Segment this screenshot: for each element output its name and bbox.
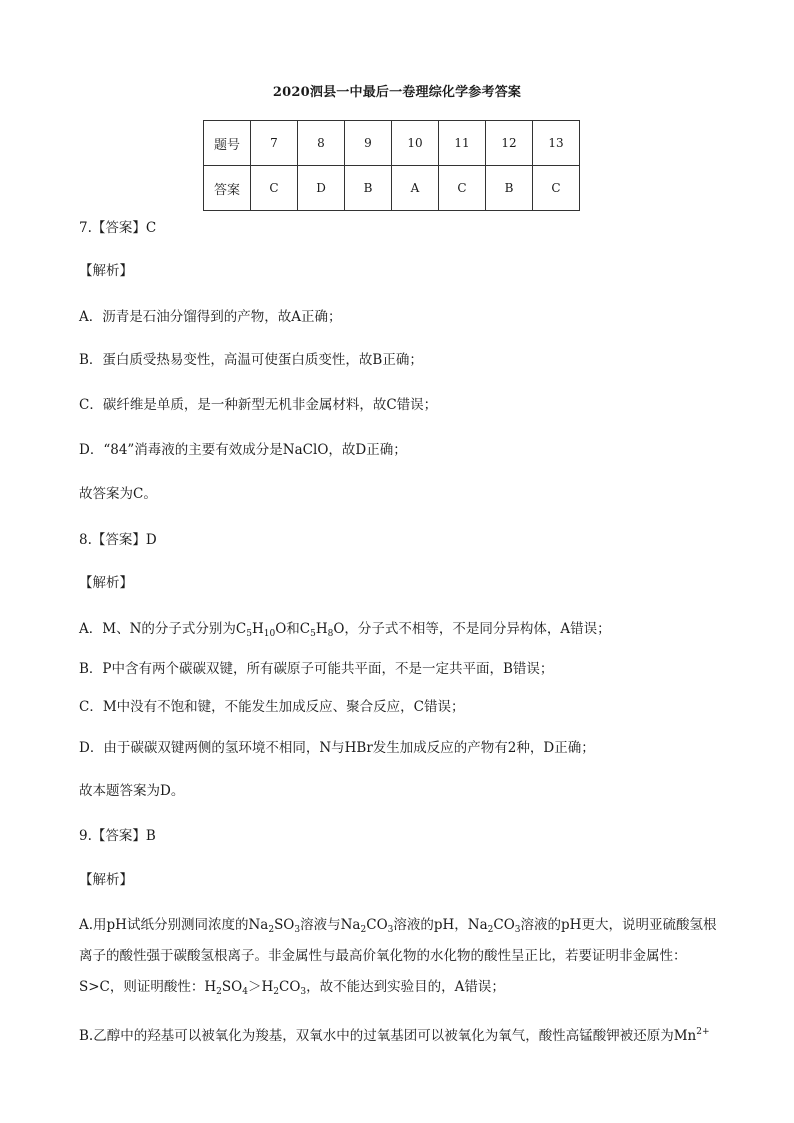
row-label-answer: 答案 (204, 166, 251, 211)
subscript: 3 (387, 925, 394, 935)
q8-option-d: D．由于碳碳双键两侧的氢环境不相同，N与HBr发生加成反应的产物有2种，D正确； (79, 740, 595, 756)
table-cell: B (486, 166, 533, 211)
subscript: 4 (242, 987, 248, 997)
table-cell: A (392, 166, 439, 211)
table-cell: D (298, 166, 345, 211)
table-cell: B (345, 166, 392, 211)
q7-conclusion: 故答案为C。 (79, 486, 157, 502)
table-cell: 12 (486, 121, 533, 166)
q9-analysis-label: 【解析】 (79, 872, 133, 888)
text-run: B.乙醇中的羟基可以被氧化为羧基，双氧水中的过氧基团可以被氧化为氧气，酸性高锰酸钾被还原为Mn (79, 1028, 697, 1044)
q8-option-b: B．P中含有两个碳碳双键，所有碳原子可能共平面，不是一定共平面，B错误； (79, 661, 554, 677)
text-run: 溶液与Na (300, 917, 361, 933)
row-label-number: 题号 (204, 121, 251, 166)
text-run: CO (366, 917, 388, 933)
subscript: 5 (310, 629, 316, 639)
subscript: 3 (514, 925, 521, 935)
subscript: 2 (268, 925, 275, 935)
subscript: 10 (263, 629, 276, 639)
subscript: 3 (294, 925, 301, 935)
q7-option-b: B．蛋白质受热易变性，高温可使蛋白质变性，故B正确； (79, 352, 423, 368)
q8-conclusion: 故本题答案为D。 (79, 783, 185, 799)
q8-analysis-label: 【解析】 (79, 575, 133, 591)
q8-option-c: C．M中没有不饱和键，不能发生加成反应、聚合反应，C错误； (79, 699, 465, 715)
q8-option-a (79, 620, 611, 638)
q8-answer-heading: 8.【答案】D (79, 532, 157, 548)
text-run: H (251, 621, 264, 637)
table-row-numbers (204, 121, 580, 166)
subscript: 2 (487, 925, 494, 935)
q7-analysis-label: 【解析】 (79, 263, 133, 279)
text-run: A.用pH试纸分别测同浓度的Na (79, 917, 269, 933)
q7-option-a: A．沥青是石油分馏得到的产物，故A正确； (79, 309, 342, 325)
q9-option-b (79, 1027, 710, 1045)
subscript: 5 (246, 629, 252, 639)
text-run: O，分子式不相等，不是同分异构体，A错误； (333, 621, 611, 637)
text-run: 溶液的pH更大，说明亚硫酸氢根离子的酸性强于碳酸氢根离子。非金属性与最高价氧化物的水化物的酸性呈正比，若要证明非金属性：S>C，则证明酸性：H (79, 917, 717, 995)
text-run: ，故不能达到实验目的，A错误； (306, 979, 505, 995)
q7-option-d: D．“84”消毒液的主要有效成分是NaClO，故D正确； (79, 442, 407, 458)
table-cell: 9 (345, 121, 392, 166)
text-run: A．M、N的分子式分别为C (79, 621, 247, 637)
page-title: 2020泗县一中最后一卷理综化学参考答案 (272, 85, 522, 100)
subscript: 3 (300, 987, 307, 997)
superscript: 2+ (696, 1027, 710, 1037)
table-cell: C (251, 166, 298, 211)
text-run: O和C (275, 621, 311, 637)
table-cell: C (439, 166, 486, 211)
subscript: 8 (327, 629, 334, 639)
subscript: 2 (216, 987, 222, 997)
table-cell: 10 (392, 121, 439, 166)
table-cell: 8 (298, 121, 345, 166)
subscript: 2 (360, 925, 367, 935)
table-cell: 7 (251, 121, 298, 166)
answer-table (203, 120, 580, 211)
q7-answer-heading: 7.【答案】C (79, 220, 157, 236)
table-cell: C (533, 166, 580, 211)
q7-option-c: C．碳纤维是单质，是一种新型无机非金属材料，故C错误； (79, 397, 438, 413)
text-run: H (315, 621, 328, 637)
table-cell: 13 (533, 121, 580, 166)
subscript: 2 (273, 987, 279, 997)
text-run: CO (493, 917, 515, 933)
table-row-answers (204, 166, 580, 211)
text-run: CO (278, 979, 301, 995)
q9-answer-heading: 9.【答案】B (79, 828, 156, 844)
table-cell: 11 (439, 121, 486, 166)
text-run: ＞H (247, 979, 274, 995)
q9-option-a (79, 910, 725, 1003)
text-run: 溶液的pH，Na (393, 917, 488, 933)
text-run: SO (221, 979, 243, 995)
text-run: SO (274, 917, 295, 933)
